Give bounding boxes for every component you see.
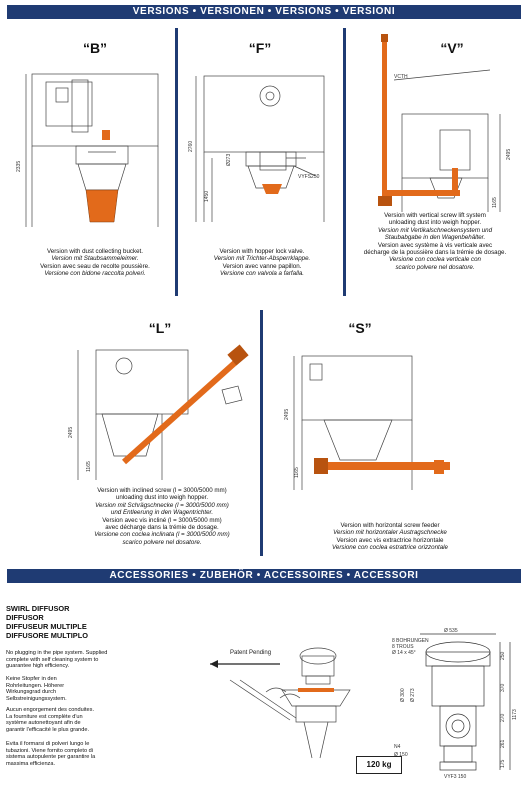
title-s: “S” [348,320,372,336]
accessories-band: ACCESSORIES • ZUBEHÖR • ACCESSOIRES • ACCESSORI [7,569,521,583]
caption-b: Version with dust collecting bucket. Version mit Staubsammeleimer. Version avec seau de recolte poussière. Versione con bidone raccolta polveri. [40,248,150,278]
title-l: “L” [148,320,172,336]
dim-h1173: 1173 [512,709,518,720]
dim-d273: Ø 273 [410,688,416,702]
accessory-heading: SWIRL DIFFUSOR DIFFUSOR DIFFUSEUR MULTIPLE DIFFUSORE MULTIPLO [6,604,88,640]
dim-h175: 175 [500,759,506,768]
dim-trous: 8 TROUS [392,644,414,650]
caption-l: Version with inclined screw (l = 3000/5000 mm) unloading dust into weigh hopper. Version mit Schrägschnecke (l = 3000/5000 mm) und Entleerung in den Wagentrichter. Version avec vis incliné (l = 3000/5000 mm) avec décharge dans la trémie de dosage. Versione con coclea inclinata (l = 3000/5000 mm) scarico polvere nel dosatore. [94,487,230,546]
drawing-s [280,350,510,500]
v-dim-height: 2495 [506,148,512,160]
dim-d150: Ø 150 [394,752,408,758]
l-dim-height: 2495 [68,426,74,438]
dim-d300: Ø 300 [400,688,406,702]
drawing-v [350,30,520,210]
weight-label: 120 kg [356,756,402,774]
s-dim-height: 2495 [284,408,290,420]
f-dim-d: Ø273 [226,153,232,166]
desc-it: Evita il formarsi di polveri lungo le tubazioni. Viene fornito completo di sistema autopulente per garantire la massima efficienza. [6,741,96,767]
dim-width: Ø 535 [444,628,458,634]
f-dim-height: 2760 [188,140,194,152]
v-dim-lower: 1165 [492,197,498,208]
caption-v: Version with vertical screw lift system unloading dust into weigh hopper. Version mit Vertikalschneckensystem und Staubabgabe in den Wagenbehälter. Version avec système à vis verticale avec décharge de la poussière dans la trémie de dosage. Versione con coclea verticale con scarico polvere nel dosatore. [363,212,507,271]
desc-fr: Aucun engorgement des conduites. La fourniture est complète d'un système autonettoyant afin de garantir l'efficacité le plus grande. [6,707,95,733]
caption-s: Version with horizontal screw feeder Version mit horizontaler Austragschnecke Version avec vis extractrice horizontale Versione con coclea estrattrice orizzontale [331,522,448,552]
title-b: “B” [82,40,108,56]
title-f: “F” [248,40,272,56]
dim-bores: 8 BOHRUNGEN [392,638,429,644]
drawing-b [6,62,176,242]
title-v: “V” [440,40,464,56]
desc-en: No plugging in the pipe system. Supplied complete with self cleaning system to guarantee high efficiency. [6,650,108,670]
f-valve-label: VYFS250 [298,174,320,180]
dim-vyf: VYF3 150 [444,774,467,780]
arrow-left-icon [210,660,218,668]
diffusor-technical-drawing [392,628,520,790]
drawing-f [186,62,346,242]
dim-n4: N4 [394,744,401,750]
v-dim-top: VCTH [394,74,408,80]
patent-label: Patent Pending [230,650,272,656]
dim-h370: 370 [500,683,506,692]
dim-h250: 250 [500,651,506,660]
drawing-l [62,338,262,488]
f-dim-lower: 1450 [204,190,210,202]
b-dim-height: 2335 [16,160,22,172]
caption-f: Version with hopper lock valve. Version mit Trichter-Absperrklappe. Version avec vanne papillon. Versione con valvola a farfalla. [213,248,311,278]
diffusor-illustration [210,640,360,760]
l-dim-lower: 1165 [86,461,92,472]
desc-de: Keine Stopfer in den Rohrleitungen. Höherer Wirkungsgrad durch Selbstreinigungssystem. [6,676,67,702]
versions-band: VERSIONS • VERSIONEN • VERSIONS • VERSIONI [7,5,521,19]
dim-bore: Ø 14 x 45° [392,650,416,656]
dim-h270: 270 [500,713,506,722]
dim-h261: 261 [500,739,506,748]
s-dim-lower: 1165 [294,467,300,478]
